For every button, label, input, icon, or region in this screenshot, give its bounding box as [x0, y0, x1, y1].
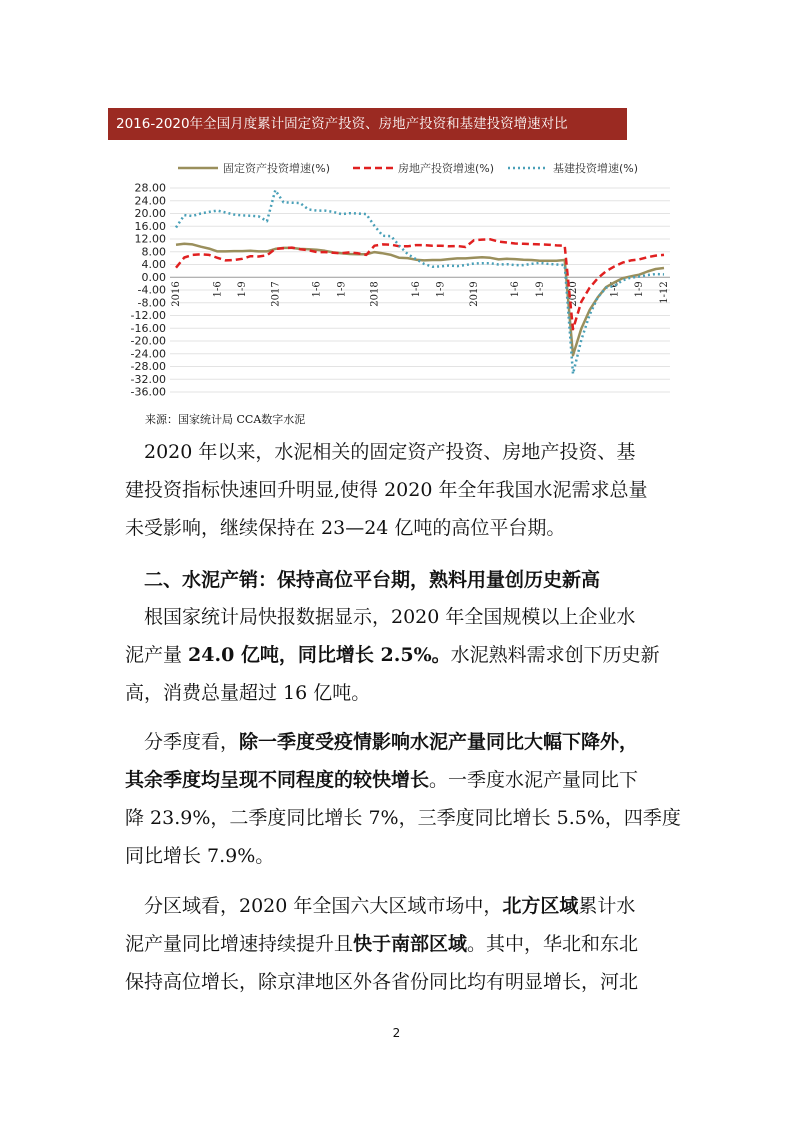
x-tick-label: 1-6	[510, 281, 522, 298]
p2-line-1: 根国家统计局快报数据显示，2020 年全国规模以上企业水	[144, 606, 636, 628]
y-tick-label: -16.00	[130, 321, 166, 335]
p2-emphasis: 24.0 亿吨，同比增长 2.5%。	[188, 644, 451, 666]
p4-text: 累计水	[578, 895, 636, 917]
p2-line-2	[125, 636, 685, 674]
investment-growth-chart	[108, 148, 678, 403]
x-tick-label: 1-6	[311, 281, 323, 298]
p1-line-3: 未受影响，继续保持在 23—24 亿吨的高位平台期。	[125, 517, 566, 539]
p2-line-3: 高，消费总量超过 16 亿吨。	[125, 682, 371, 704]
x-tick-label: 1-9	[237, 281, 249, 298]
p4-line-1	[125, 887, 685, 925]
p2-text: 泥产量	[125, 644, 189, 666]
p4-emphasis: 快于南部区域	[353, 933, 468, 955]
p3-line-4: 同比增长 7.9%。	[125, 845, 275, 867]
chart-source: 来源：国家统计局 CCA数字水泥	[145, 413, 306, 426]
p4-line-3: 保持高位增长，除京津地区外各省份同比均有明显增长，河北	[125, 971, 639, 993]
p4-text: 分区域看，2020 年全国六大区域市场中，	[144, 895, 503, 917]
y-tick-label: 0.00	[141, 270, 166, 284]
x-tick-label: 1-9	[534, 281, 546, 298]
p4-text: 泥产量同比增速持续提升且	[125, 933, 354, 955]
x-tick-label: 1-12	[659, 281, 670, 304]
chart-title-banner: 2016-2020年全国月度累计固定资产投资、房地产投资和基建投资增速对比	[108, 108, 627, 140]
y-tick-label: -24.00	[130, 347, 166, 361]
p3-line-1	[125, 723, 685, 761]
legend-label-infrastructure: 基建投资增速(%)	[553, 162, 639, 175]
y-tick-label: -20.00	[130, 334, 166, 348]
y-tick-label: -8.00	[137, 296, 166, 310]
paragraph-2	[125, 598, 685, 712]
p2-text: 水泥熟料需求创下历史新	[450, 644, 660, 666]
p1-line-1: 2020 年以来，水泥相关的固定资产投资、房地产投资、基	[144, 441, 636, 463]
section-heading: 二、水泥产销：保持高位平台期，熟料用量创历史新高	[144, 569, 601, 591]
x-tick-label: 1-9	[435, 281, 447, 298]
p3-emphasis: 其余季度均呈现不同程度的较快增长	[125, 769, 430, 791]
p3-text: 。一季度水泥产量同比下	[429, 769, 639, 791]
y-tick-label: -36.00	[130, 385, 166, 399]
y-tick-label: 16.00	[134, 219, 166, 233]
p3-text: 分季度看，	[144, 731, 240, 753]
x-tick-label: 2020	[568, 281, 580, 307]
x-tick-label: 2018	[369, 281, 381, 307]
legend-label-fixed-asset: 固定资产投资增速(%)	[223, 162, 331, 175]
y-tick-label: 20.00	[134, 207, 166, 220]
paragraph-1	[125, 433, 685, 547]
y-tick-label: 24.00	[134, 194, 166, 208]
p3-line-2	[125, 761, 685, 799]
x-tick-label: 1-6	[609, 281, 621, 298]
y-tick-label: 28.00	[134, 181, 166, 195]
paragraph-4	[125, 887, 685, 1001]
y-tick-label: -28.00	[130, 360, 166, 373]
y-tick-label: 4.00	[141, 258, 166, 271]
x-tick-label: 1-6	[212, 281, 224, 298]
x-tick-label: 1-9	[634, 281, 646, 298]
y-tick-label: -12.00	[130, 309, 166, 322]
p4-text: 。其中，华北和东北	[467, 933, 639, 955]
x-tick-label: 2017	[270, 281, 282, 307]
p3-emphasis: 除一季度受疫情影响水泥产量同比大幅下降外，	[239, 731, 639, 753]
paragraph-3	[125, 723, 685, 875]
y-tick-label: 12.00	[134, 232, 166, 246]
y-tick-label: 8.00	[141, 245, 166, 259]
x-tick-label: 2016	[171, 281, 182, 307]
y-tick-label: -32.00	[130, 372, 166, 386]
y-axis	[131, 182, 166, 399]
x-tick-label: 1-9	[336, 281, 348, 298]
y-tick-label: -4.00	[137, 283, 166, 297]
page-number: 2	[392, 1026, 401, 1040]
p3-line-3: 降 23.9%，二季度同比增长 7%，三季度同比增长 5.5%，四季度	[125, 807, 681, 829]
p4-emphasis: 北方区域	[502, 895, 579, 917]
x-tick-label: 1-6	[410, 281, 422, 298]
p4-line-2	[125, 925, 685, 963]
x-tick-label: 2019	[468, 281, 480, 307]
legend	[178, 161, 638, 175]
legend-label-real-estate: 房地产投资增速(%)	[398, 162, 495, 175]
p1-line-2: 建投资指标快速回升明显,使得 2020 年全年我国水泥需求总量	[125, 479, 648, 501]
